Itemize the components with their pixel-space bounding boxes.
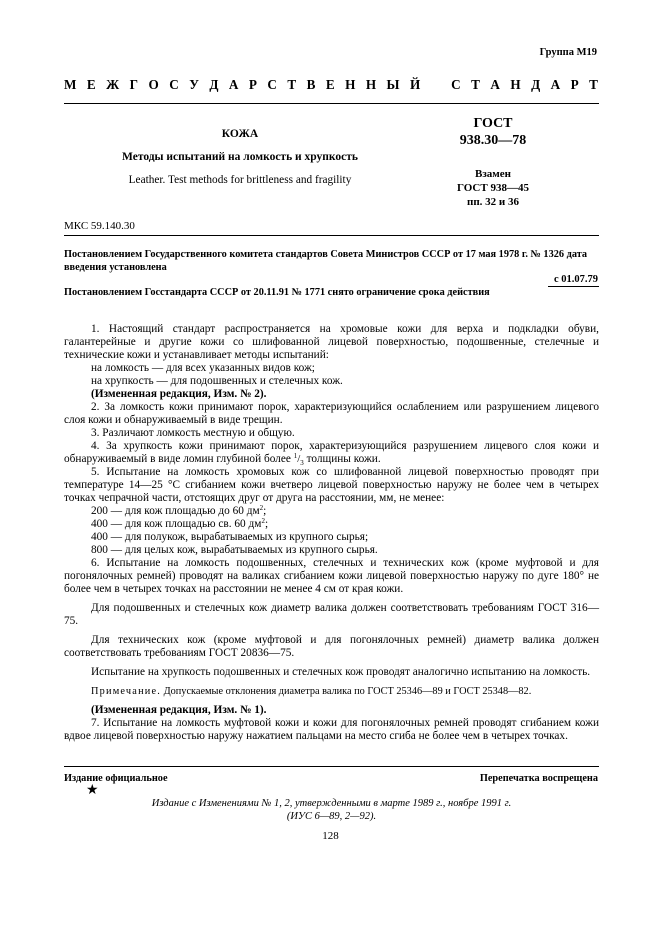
banner-letter: С [169,77,179,92]
official-edition-label: Издание официальное [64,773,168,784]
replaced-clauses: пп. 32 и 36 [466,196,519,208]
reprint-prohibited-label: Перепечатка воспрещена [479,773,598,784]
clause-4: 4. За хрупкость кожи принимают порок, характеризующийся разрушением лицевого слоя кожи и обнаруживаемый в виде ломин глубиной более $^1/_3$ толщины кожи. [64,440,599,468]
banner-letter: Д [209,77,219,92]
clause-5-item: 400 — для полукож, вырабатываемых из крупного сырья; [91,531,369,543]
gost-code: 938.30—78 [459,133,527,148]
clause-3: 3. Различают ломкость местную и общую. [91,427,295,439]
banner-letter: М [64,77,77,92]
decree-limitation-removed: Постановлением Госстандарта СССР от 20.11.91 № 1771 снято ограничение срока действия [64,287,490,298]
banner-letter: Н [365,77,377,92]
note: Примечание. Допускаемые отклонения диаметра валика по ГОСТ 25346—89 и ГОСТ 25348—82. [91,686,532,697]
clause-6-paragraph: Для подошвенных и стелечных кож диаметр валика должен соответствовать требованиям ГОСТ 316—75. [64,602,599,627]
banner-letter: Д [531,77,541,92]
clause-1-item: на ломкость — для всех указанных видов кож; [91,362,315,374]
banner-letter: Ж [106,77,120,92]
divider [64,766,599,767]
banner-letter: У [189,77,199,92]
star-icon: ★ [86,783,99,798]
date-underline [548,286,599,287]
clause-5-item: 200 — для кож площадью до 60 $дм^2$; [91,504,267,517]
clause-5-item: 400 — для кож площадью св. 60 $дм^2$; [91,517,269,530]
revision-note: (Измененная редакция, Изм. № 2). [91,388,267,400]
mks-code: МКС 59.140.30 [64,220,135,232]
banner-letter: О [148,77,159,92]
page-number: 128 [322,830,339,842]
clause-7: 7. Испытание на ломкость муфтовой кожи и кожи для погонялочных ремней проводят сгибанием кожи вдвое лицевой поверхностью наружу нажатием пальцами на место сгиба не более чем в четырех точках. [64,717,599,742]
fraction-one-third: $^1/_3$ [293,452,304,468]
gost-number [450,115,536,149]
gost-label: ГОСТ [473,116,513,131]
replaces-block [440,167,546,209]
banner-letter: Р [248,77,257,92]
replaces-label: Взамен [475,168,511,180]
revision-note: (Измененная редакция, Изм. № 1). [91,704,267,716]
clause-5-item: 800 — для целых кож, вырабатываемых из крупного сырья. [91,544,378,556]
banner-letter: Е [86,77,96,92]
clause-1: 1. Настоящий стандарт распространяется на хромовые кожи для верха и подкладки обуви, галантерейные и другие кожи со шлифованной лицевой поверхностью, подошвенные, стелечные и технические кожи и устанавливает методы испытаний: [64,323,599,361]
clause-6-paragraph: Испытание на хрупкость подошвенных и стелечных кож проводят аналогично испытанию на ломкость. [91,666,591,678]
clause-6-paragraph: Для технических кож (кроме муфтовой и для погонялочных ремней) диаметр валика должен соответствовать требованиям ГОСТ 20836—75. [64,634,599,659]
banner-letter: Й [409,77,421,92]
clause-5: 5. Испытание на ломкость хромовых кож со шлифованной лицевой поверхностью проводят при температуре 14—25 °С сгибанием кожи вчетверо лицевой поверхностью наружу не более чем в четырех точках чепрачной части, отстоящих друг от друга на расстоянии, мм, не менее: [64,466,599,504]
edition-info: Издание с Изменениями № 1, 2, утвержденными в марте 1989 г., ноябре 1991 г. (ИУС 6—89, 2—92). [151,798,512,822]
interstate-standard-banner [64,78,598,91]
document-title: КОЖА [221,128,259,140]
banner-letter: А [490,77,500,92]
banner-letter: А [550,77,561,92]
divider [64,103,599,104]
banner-letter: С [267,77,277,92]
banner-letter: Ы [386,77,400,92]
banner-letter: Н [510,77,521,92]
banner-letter: Т [287,77,297,92]
english-title: Leather. Test methods for brittleness and fragility [128,174,352,186]
banner-letter: Г [129,77,139,92]
clause-6: 6. Испытание на ломкость подошвенных, стелечных и технических кож (кроме муфтовой и для погонялочных ремней) проводят на валиках сгибанием кожи лицевой поверхностью наружу по дуге 180° не более чем в четырех точках на расстоянии не менее 4 см от края кожи. [64,557,599,595]
clause-1-item: на хрупкость — для подошвенных и стелечных кож. [91,375,343,387]
decree-introduction: Постановлением Государственного комитета стандартов Совета Министров СССР от 17 мая 1978 г. № 1326 дата введения установлена [64,249,588,273]
document-subtitle: Методы испытаний на ломкость и хрупкость [122,151,358,163]
standard-body [64,323,599,743]
replaced-standard: ГОСТ 938—45 [457,182,529,194]
banner-letter: Р [570,77,579,92]
clause-2: 2. За ломкость кожи принимают порок, характеризующийся ослаблением или разрушением лицевого слоя кожи и обнаруживаемый в виде трещин. [64,401,599,426]
divider [64,235,599,236]
banner-letter: Т [471,77,480,92]
banner-letter: Н [345,77,356,92]
banner-letter: В [306,77,316,92]
effective-date: с 01.07.79 [553,274,598,285]
banner-letter: С [451,77,461,92]
banner-letter: Т [589,77,598,92]
banner-letter: А [228,77,239,92]
group-code: Группа М19 [539,47,597,58]
banner-letter: Е [325,77,335,92]
